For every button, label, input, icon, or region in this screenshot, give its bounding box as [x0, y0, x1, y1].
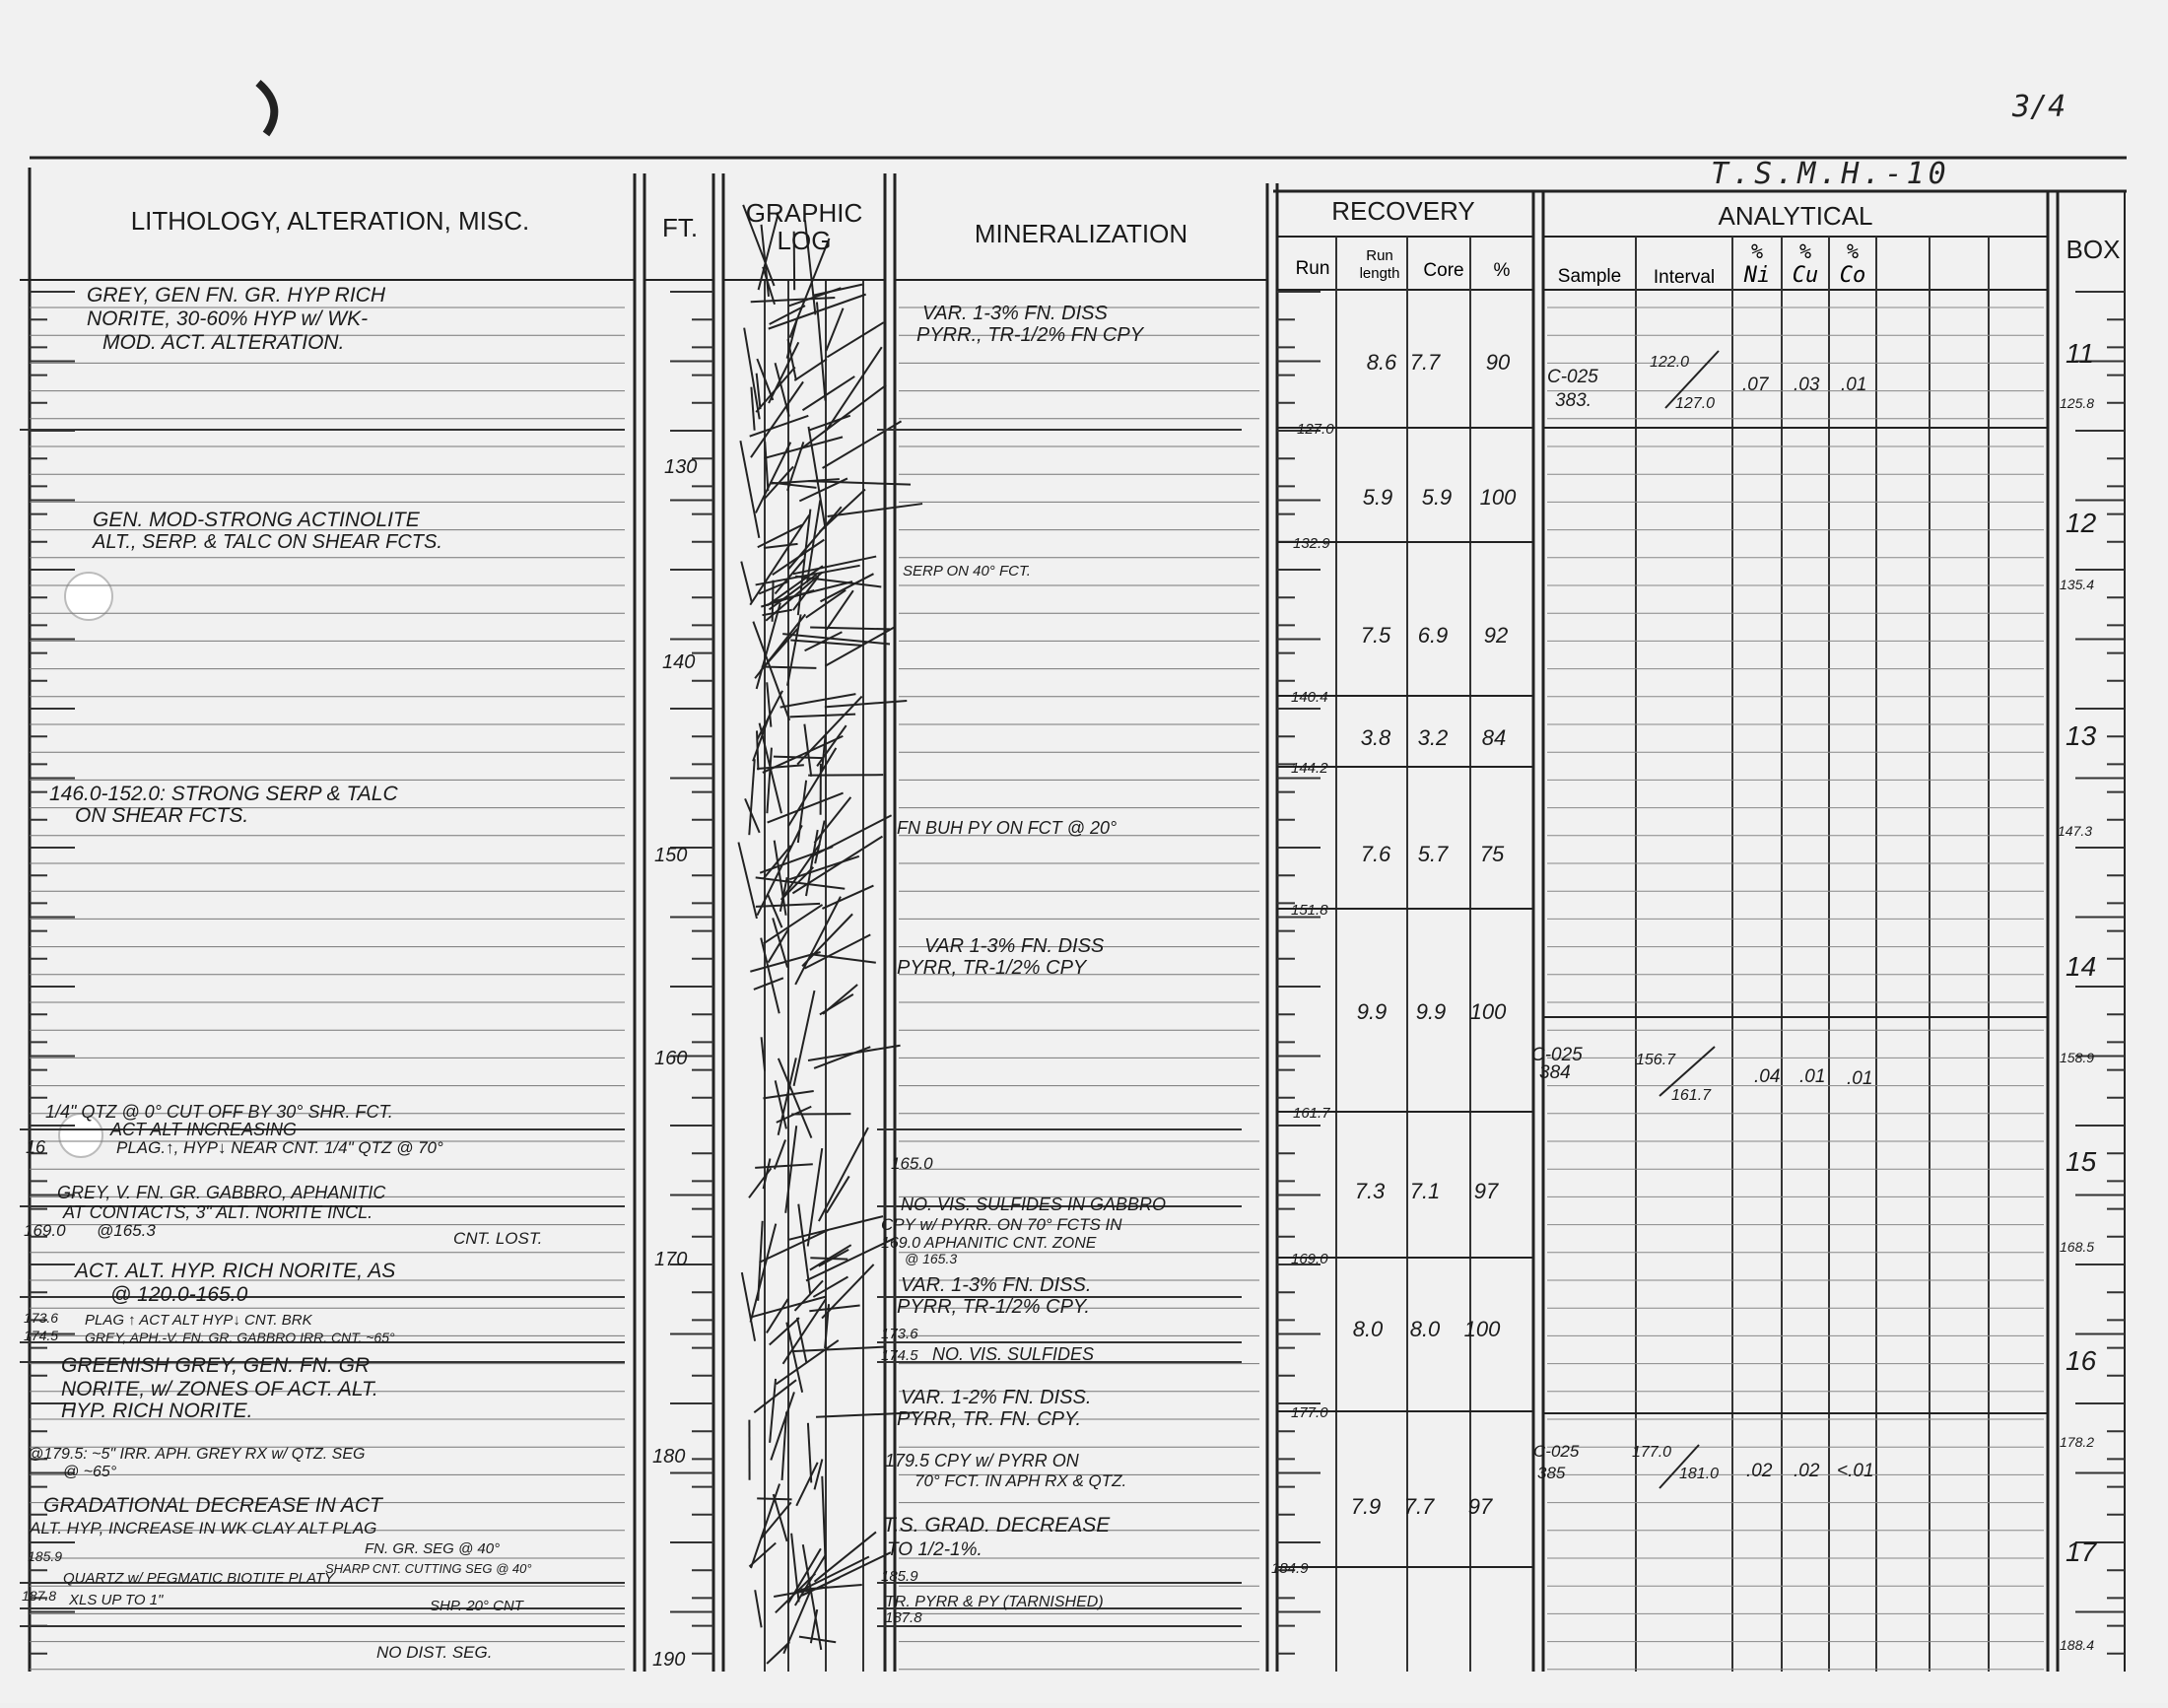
box-number: 12 — [2066, 508, 2097, 538]
core-length: 7.1 — [1410, 1179, 1441, 1203]
analytical-header: ANALYTICAL — [1718, 201, 1872, 231]
lithology-note: ON SHEAR FCTS. — [75, 804, 248, 827]
co-value: .01 — [1841, 375, 1866, 395]
cu-value: .03 — [1794, 375, 1820, 395]
depth-label: 190 — [652, 1649, 685, 1671]
log-stroke — [773, 581, 774, 622]
depth-label: 170 — [654, 1249, 687, 1270]
lithology-note: NORITE, 30-60% HYP w/ WK- — [87, 307, 368, 330]
co-header: Co — [1840, 263, 1866, 288]
lithology-note: SHARP CNT. CUTTING SEG @ 40° — [325, 1561, 532, 1576]
run-length: 7.5 — [1361, 623, 1391, 648]
co-header: % — [1847, 239, 1859, 263]
lithology-note: 146.0-152.0: STRONG SERP & TALC — [49, 783, 398, 805]
mineralization-note: NO. VIS. SULFIDES IN GABBRO — [901, 1195, 1166, 1214]
mineralization-note: PYRR, TR. FN. CPY. — [897, 1408, 1081, 1430]
mineralization-header: MINERALIZATION — [975, 219, 1187, 248]
lithology-note: GREY, V. FN. GR. GABBRO, APHANITIC — [57, 1183, 386, 1202]
lithology-note: @179.5: ~5" IRR. APH. GREY RX w/ QTZ. SEG — [28, 1446, 365, 1463]
mineralization-note: TR. PYRR & PY (TARNISHED) — [885, 1594, 1104, 1610]
lithology-note: GREY, GEN FN. GR. HYP RICH — [87, 284, 386, 307]
ni-value: .02 — [1746, 1461, 1773, 1481]
run-length: 3.8 — [1361, 725, 1391, 750]
mineralization-note: CPY w/ PYRR. ON 70° FCTS IN — [881, 1215, 1122, 1234]
percent-header: % — [1494, 260, 1511, 281]
lithology-note: ALT., SERP. & TALC ON SHEAR FCTS. — [92, 531, 442, 553]
core-length: 7.7 — [1404, 1494, 1435, 1519]
ni-value: .04 — [1754, 1066, 1780, 1087]
box-number: 13 — [2066, 720, 2097, 751]
lithology-note: 185.9 — [28, 1548, 62, 1564]
run-header: Run — [1296, 258, 1330, 279]
lithology-note: CNT. LOST. — [453, 1229, 542, 1248]
interval-header: Interval — [1654, 267, 1715, 288]
lithology-note: 16 — [26, 1137, 46, 1157]
mineralization-note: @ 165.3 — [905, 1251, 957, 1266]
box-number: 14 — [2066, 951, 2096, 982]
ni-value: .07 — [1742, 375, 1770, 395]
lithology-note: GRADATIONAL DECREASE IN ACT — [43, 1494, 384, 1517]
box-depth: 158.9 — [2060, 1050, 2094, 1065]
core-length: 8.0 — [1410, 1317, 1441, 1341]
box-depth: 168.5 — [2060, 1239, 2094, 1255]
lithology-note: GREENISH GREY, GEN. FN. GR — [61, 1354, 370, 1377]
depth-label: 160 — [654, 1048, 687, 1069]
lithology-note: @165.3 — [97, 1221, 156, 1240]
sample-id: C-025 — [1547, 367, 1598, 387]
interval-to: 181.0 — [1679, 1466, 1719, 1482]
core-length: 7.7 — [1410, 350, 1441, 375]
mineralization-note: 70° FCT. IN APH RX & QTZ. — [915, 1471, 1126, 1490]
mineralization-note: VAR. 1-3% FN. DISS — [922, 303, 1108, 324]
lithology-note: GEN. MOD-STRONG ACTINOLITE — [93, 509, 421, 531]
recovery-header: RECOVERY — [1331, 196, 1474, 226]
cu-value: .01 — [1799, 1066, 1825, 1087]
lithology-note: GREY, APH.-V. FN. GR. GABBRO IRR. CNT. ~65° — [85, 1330, 395, 1345]
sample-id: 384 — [1539, 1062, 1571, 1083]
lithology-note: MOD. ACT. ALTERATION. — [102, 331, 344, 354]
ft-header: FT. — [662, 213, 698, 242]
sample-id: 383. — [1555, 390, 1592, 411]
run-depth: 140.4 — [1291, 689, 1328, 706]
sample-id: C-025 — [1533, 1442, 1580, 1461]
ni-header: Ni — [1743, 263, 1771, 288]
run-length: 8.0 — [1353, 1317, 1384, 1341]
run-depth: 177.0 — [1291, 1404, 1328, 1421]
recovery-pct: 92 — [1484, 623, 1508, 648]
run-length: 7.6 — [1361, 842, 1391, 866]
core-length: 3.2 — [1418, 725, 1449, 750]
mineralization-note: PYRR, TR-1/2% CPY — [897, 957, 1088, 979]
mineralization-note: 187.8 — [885, 1609, 922, 1626]
box-depth: 125.8 — [2060, 395, 2094, 411]
log-stroke — [762, 667, 817, 668]
lithology-note: QUARTZ w/ PEGMATIC BIOTITE PLATY — [63, 1570, 335, 1587]
depth-label: 150 — [654, 845, 687, 866]
core-length: 9.9 — [1416, 999, 1447, 1024]
page-number: 3/4 — [2011, 90, 2066, 124]
mineralization-note: NO. VIS. SULFIDES — [932, 1344, 1094, 1364]
mineralization-note: 185.9 — [881, 1568, 918, 1585]
lithology-note: ALT. HYP, INCREASE IN WK CLAY ALT PLAG — [29, 1519, 376, 1537]
lithology-note: SHP. 20° CNT — [430, 1598, 525, 1614]
interval-to: 161.7 — [1671, 1087, 1712, 1104]
lithology-note: 187.8 — [22, 1588, 56, 1604]
mineralization-note: VAR. 1-3% FN. DISS. — [901, 1274, 1091, 1296]
lithology-note: 173.6 — [24, 1310, 58, 1326]
depth-label: 130 — [664, 456, 697, 478]
run-length-header: Run — [1366, 247, 1393, 264]
lithology-note: PLAG.↑, HYP↓ NEAR CNT. 1/4" QTZ @ 70° — [116, 1138, 443, 1157]
interval-from: 122.0 — [1650, 354, 1689, 371]
mineralization-note: 165.0 — [891, 1154, 933, 1173]
interval-from: 177.0 — [1632, 1444, 1671, 1461]
box-number: 17 — [2066, 1537, 2098, 1567]
box-depth: 178.2 — [2060, 1434, 2094, 1450]
box-number: 11 — [2066, 338, 2094, 369]
recovery-pct: 97 — [1468, 1494, 1493, 1519]
cu-header: % — [1799, 239, 1811, 263]
lithology-note: HYP. RICH NORITE. — [61, 1400, 252, 1422]
depth-label: 180 — [652, 1446, 685, 1468]
lithology-note: ACT ALT INCREASING — [109, 1120, 297, 1139]
recovery-pct: 100 — [1464, 1317, 1501, 1341]
recovery-pct: 100 — [1470, 999, 1507, 1024]
run-length: 7.3 — [1355, 1179, 1386, 1203]
mineralization-note: PYRR, TR-1/2% CPY. — [897, 1296, 1090, 1318]
run-depth: 184.9 — [1271, 1560, 1309, 1577]
mineralization-note: FN BUH PY ON FCT @ 20° — [897, 818, 1117, 838]
sample-header: Sample — [1558, 266, 1621, 287]
run-depth: 132.9 — [1293, 535, 1330, 552]
mineralization-note: T.S. GRAD. DECREASE — [883, 1514, 1111, 1537]
mineralization-note: TO 1/2-1%. — [887, 1539, 982, 1560]
recovery-pct: 97 — [1474, 1179, 1499, 1203]
lithology-header: LITHOLOGY, ALTERATION, MISC. — [131, 206, 530, 236]
mineralization-note: SERP ON 40° FCT. — [903, 563, 1031, 580]
run-length: 9.9 — [1357, 999, 1388, 1024]
run-depth: 144.2 — [1291, 760, 1328, 777]
run-depth: 161.7 — [1293, 1105, 1330, 1122]
cu-value: .02 — [1794, 1461, 1820, 1481]
lithology-note: @ 120.0-165.0 — [110, 1283, 248, 1306]
mineralization-note: VAR. 1-2% FN. DISS. — [901, 1387, 1091, 1408]
lithology-note: AT CONTACTS, 3" ALT. NORITE INCL. — [62, 1202, 373, 1222]
mineralization-note: 169.0 APHANITIC CNT. ZONE — [881, 1235, 1097, 1252]
core-length: 5.9 — [1422, 485, 1453, 510]
run-depth: 151.8 — [1291, 902, 1328, 919]
box-number: 15 — [2066, 1146, 2097, 1177]
co-value: .01 — [1847, 1068, 1872, 1089]
mineralization-note: 179.5 CPY w/ PYRR ON — [885, 1451, 1080, 1470]
mineralization-note: 174.5 — [881, 1347, 918, 1364]
core-length: 5.7 — [1418, 842, 1449, 866]
run-length: 8.6 — [1367, 350, 1397, 375]
core-header: Core — [1423, 260, 1463, 281]
lithology-note: NO DIST. SEG. — [376, 1643, 492, 1662]
lithology-note: 1/4" QTZ @ 0° CUT OFF BY 30° SHR. FCT. — [45, 1102, 393, 1122]
box-header: BOX — [2066, 235, 2121, 264]
run-length: 7.9 — [1351, 1494, 1382, 1519]
sample-id: C-025 — [1531, 1045, 1583, 1065]
lithology-note: NORITE, w/ ZONES OF ACT. ALT. — [61, 1378, 378, 1401]
box-depth: 147.3 — [2058, 823, 2092, 839]
cu-header: Cu — [1793, 263, 1819, 288]
run-depth: 127.0 — [1297, 421, 1334, 438]
run-length-header: length — [1360, 265, 1400, 282]
box-depth: 188.4 — [2060, 1637, 2094, 1653]
depth-label: 140 — [662, 651, 695, 673]
log-stroke — [757, 730, 758, 770]
lithology-note: FN. GR. SEG @ 40° — [365, 1540, 500, 1557]
mineralization-note: VAR 1-3% FN. DISS — [924, 935, 1105, 957]
mineralization-note: PYRR., TR-1/2% FN CPY — [916, 324, 1145, 346]
graphic-log-header: LOG — [778, 226, 832, 255]
recovery-pct: 75 — [1480, 842, 1505, 866]
mineralization-note: 173.6 — [881, 1326, 918, 1342]
lithology-note: XLS UP TO 1" — [68, 1592, 164, 1608]
core-length: 6.9 — [1418, 623, 1449, 648]
co-value: <.01 — [1837, 1461, 1874, 1481]
interval-to: 127.0 — [1675, 395, 1715, 412]
box-depth: 135.4 — [2060, 577, 2094, 592]
log-stroke — [757, 1498, 791, 1499]
hole-id: T.S.M.H.-10 — [1711, 157, 1950, 191]
lithology-note: 169.0 — [24, 1221, 66, 1240]
recovery-pct: 84 — [1482, 725, 1506, 750]
run-length: 5.9 — [1363, 485, 1393, 510]
recovery-pct: 90 — [1486, 350, 1511, 375]
graphic-log-header: GRAPHIC — [746, 198, 862, 228]
lithology-note: ACT. ALT. HYP. RICH NORITE, AS — [73, 1260, 395, 1282]
run-depth: 169.0 — [1291, 1251, 1328, 1267]
lithology-note: @ ~65° — [63, 1464, 117, 1480]
recovery-pct: 100 — [1480, 485, 1517, 510]
lithology-note: 174.5 — [24, 1328, 58, 1343]
ni-header: % — [1751, 239, 1763, 263]
box-number: 16 — [2066, 1345, 2097, 1376]
lithology-note: PLAG ↑ ACT ALT HYP↓ CNT. BRK — [85, 1312, 313, 1329]
sample-id: 385 — [1537, 1464, 1566, 1482]
interval-from: 156.7 — [1636, 1052, 1676, 1068]
